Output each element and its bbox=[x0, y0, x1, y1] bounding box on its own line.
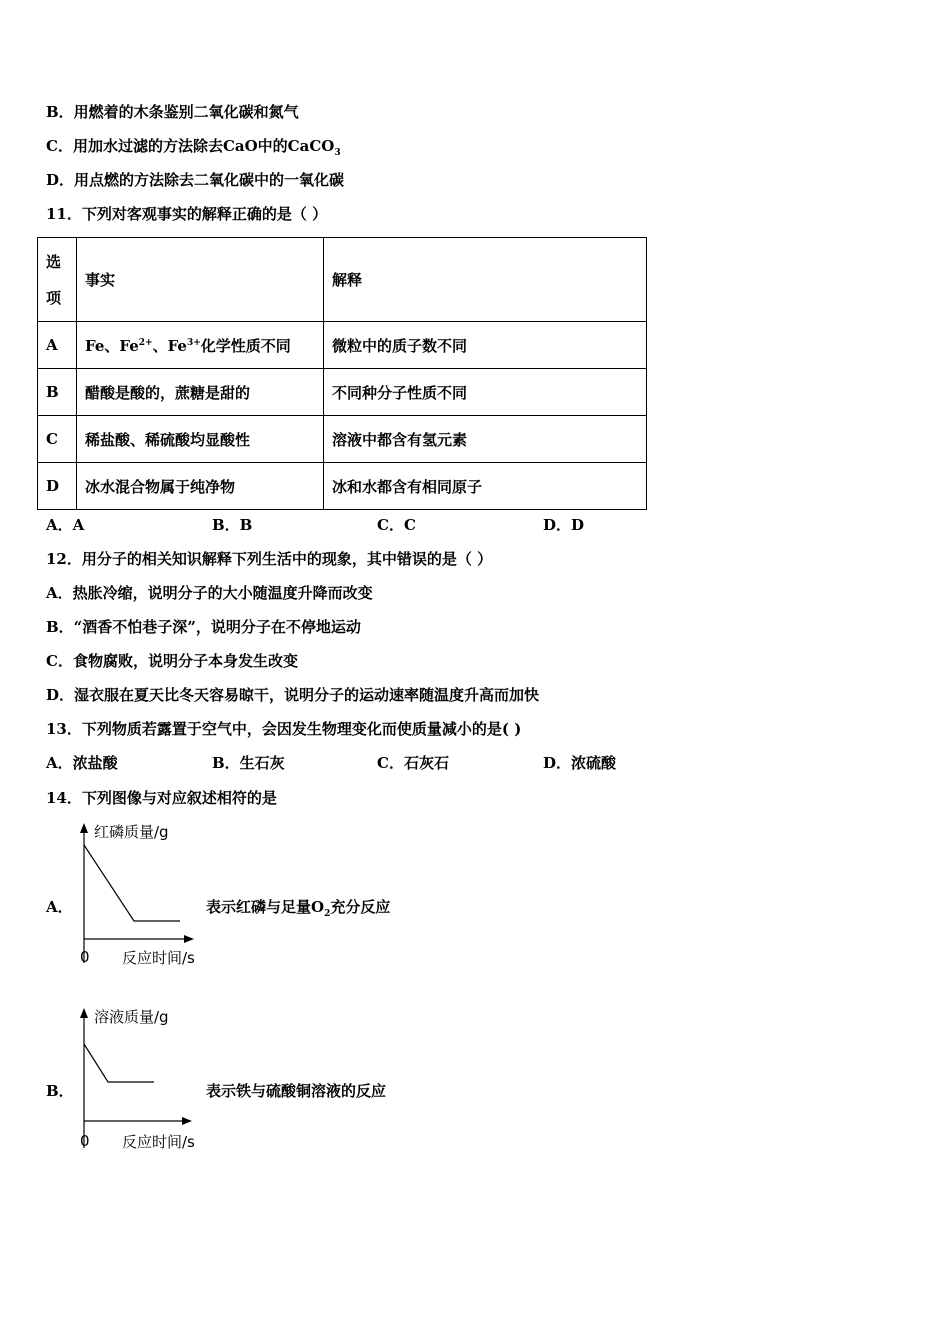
q11-option-c: C．C bbox=[377, 516, 416, 534]
q10-option-d: D．用点燃的方法除去二氧化碳中的一氧化碳 bbox=[46, 171, 345, 189]
graph-a-desc-text: 表示红磷与足量O bbox=[206, 898, 325, 916]
q11-option-a: A．A bbox=[46, 516, 85, 534]
q12-option-a: A．热胀冷缩，说明分子的大小随温度升降而改变 bbox=[46, 584, 373, 602]
q13-option-c: C．石灰石 bbox=[377, 754, 449, 772]
graph-a-svg bbox=[70, 815, 215, 975]
graph-a-xlabel: 反应时间/s bbox=[122, 949, 195, 967]
row-fact: 稀盐酸、稀硫酸均显酸性 bbox=[77, 416, 324, 463]
q10-option-c bbox=[46, 136, 341, 163]
row-key: D bbox=[38, 463, 77, 510]
row-key: B bbox=[38, 369, 77, 416]
q14-stem: 14．下列图像与对应叙述相符的是 bbox=[46, 789, 277, 807]
graph-b-origin: 0 bbox=[80, 1132, 90, 1150]
q14-option-b-label: B． bbox=[46, 1082, 74, 1100]
row-explain: 溶液中都含有氢元素 bbox=[324, 416, 647, 463]
table-row bbox=[38, 463, 647, 510]
header-option-cell bbox=[38, 238, 77, 322]
graph-a-desc-subscript: 2 bbox=[324, 909, 331, 919]
q11-stem: 11．下列对客观事实的解释正确的是（ ） bbox=[46, 205, 328, 223]
row-fact: 冰水混合物属于纯净物 bbox=[77, 463, 324, 510]
fact-text: 化学性质不同 bbox=[200, 336, 291, 355]
q11-option-d: D．D bbox=[543, 516, 585, 534]
table-row bbox=[38, 369, 647, 416]
row-explain: 冰和水都含有相同原子 bbox=[324, 463, 647, 510]
table-row bbox=[38, 416, 647, 463]
graph-a-x-arrow-icon bbox=[184, 935, 194, 943]
q13-stem: 13．下列物质若露置于空气中，会因发生物理变化而使质量减小的是( ) bbox=[46, 720, 522, 738]
row-fact: 醋酸是酸的，蔗糖是甜的 bbox=[77, 369, 324, 416]
graph-a-curve bbox=[84, 845, 180, 921]
q13-option-d: D．浓硫酸 bbox=[543, 754, 617, 772]
graph-b-y-arrow-icon bbox=[80, 1008, 88, 1018]
q10-option-c-subscript: 3 bbox=[334, 148, 341, 158]
q11-option-b: B．B bbox=[212, 516, 253, 534]
fact-text: Fe、Fe bbox=[85, 336, 139, 355]
graph-a-desc-text: 充分反应 bbox=[330, 898, 391, 916]
header-option-char2: 项 bbox=[46, 288, 62, 307]
fact-text: 、Fe bbox=[152, 336, 187, 355]
row-key: A bbox=[38, 322, 77, 369]
q12-option-b: B．“酒香不怕巷子深”，说明分子在不停地运动 bbox=[46, 618, 361, 636]
q14-graph-b-description: 表示铁与硫酸铜溶液的反应 bbox=[206, 1082, 387, 1100]
header-fact-cell: 事实 bbox=[77, 238, 324, 322]
q12-stem: 12．用分子的相关知识解释下列生活中的现象，其中错误的是（ ） bbox=[46, 550, 493, 568]
graph-b-xlabel: 反应时间/s bbox=[122, 1133, 195, 1151]
table-header-row bbox=[38, 238, 647, 322]
graph-a-ylabel: 红磷质量/g bbox=[94, 823, 169, 841]
graph-b-svg bbox=[70, 1000, 215, 1160]
header-explain-cell: 解释 bbox=[324, 238, 647, 322]
graph-b-ylabel: 溶液质量/g bbox=[94, 1008, 169, 1026]
row-explain: 不同种分子性质不同 bbox=[324, 369, 647, 416]
q10-option-c-text: C．用加水过滤的方法除去CaO中的CaCO bbox=[46, 137, 335, 155]
q11-table bbox=[37, 237, 647, 510]
graph-b-x-arrow-icon bbox=[182, 1117, 192, 1125]
graph-a-origin: 0 bbox=[80, 948, 90, 966]
q13-option-a: A．浓盐酸 bbox=[46, 754, 118, 772]
row-key: C bbox=[38, 416, 77, 463]
row-fact bbox=[77, 322, 324, 369]
header-option-char1: 选 bbox=[46, 252, 62, 271]
row-explain: 微粒中的质子数不同 bbox=[324, 322, 647, 369]
graph-a-y-arrow-icon bbox=[80, 823, 88, 833]
graph-b-curve bbox=[84, 1044, 154, 1082]
q10-option-b: B．用燃着的木条鉴别二氧化碳和氮气 bbox=[46, 103, 299, 121]
q14-graph-a-description bbox=[206, 896, 390, 919]
fact-superscript: 3+ bbox=[186, 337, 201, 348]
q13-option-b: B．生石灰 bbox=[212, 754, 285, 772]
fact-superscript: 2+ bbox=[138, 337, 153, 348]
table-row bbox=[38, 322, 647, 369]
q12-option-d: D．湿衣服在夏天比冬天容易晾干，说明分子的运动速率随温度升高而加快 bbox=[46, 686, 540, 704]
q14-option-a-label: A． bbox=[46, 898, 73, 916]
q12-option-c: C．食物腐败，说明分子本身发生改变 bbox=[46, 652, 298, 670]
